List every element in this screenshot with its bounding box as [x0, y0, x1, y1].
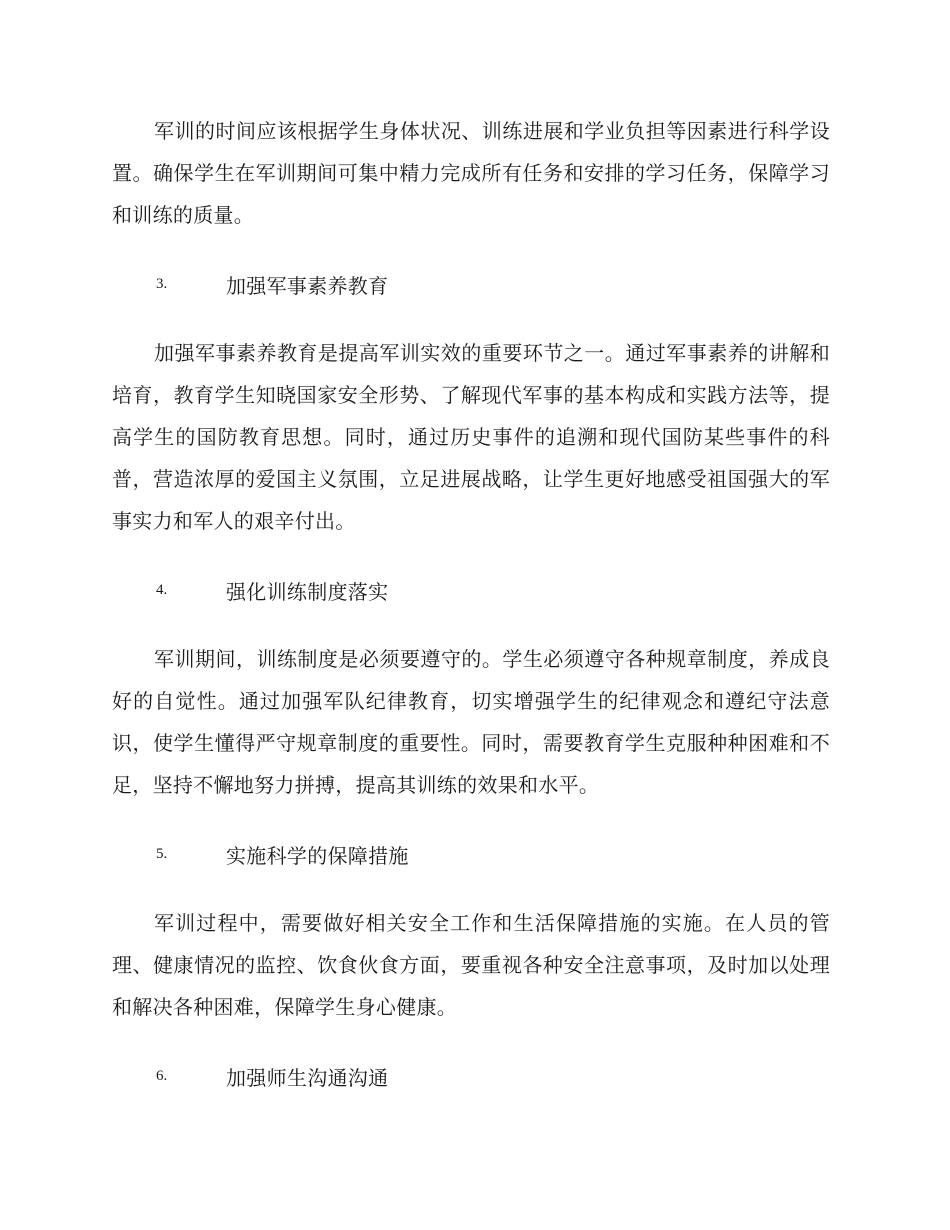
document-page: [112, 110, 830, 1124]
section-number: 4.: [156, 581, 168, 598]
section-title: 加强师生沟通沟通: [226, 1065, 389, 1090]
paragraph-training-schedule: 军训的时间应该根据学生身体状况、训练进展和学业负担等因素进行科学设置。确保学生在军训期间可集中精力完成所有任务和安排的学习任务，保障学习和训练的质量。: [112, 119, 830, 227]
paragraph-training-rules: 军训期间，训练制度是必须要遵守的。学生必须遵守各种规章制度，养成良好的自觉性。通过加强军队纪律教育，切实增强学生的纪律观念和遵纪守法意识，使学生懂得严守规章制度的重要性。同时，需要教育学生克服种种困难和不足，坚持不懈地努力拼搏，提高其训练的效果和水平。: [112, 647, 830, 797]
section-title: 加强军事素养教育: [226, 273, 389, 298]
section-number: 6.: [156, 1067, 168, 1084]
section-heading-3: [112, 263, 830, 305]
section-number: 3.: [156, 275, 168, 292]
paragraph-military-literacy: 加强军事素养教育是提高军训实效的重要环节之一。通过军事素养的讲解和培育，教育学生知晓国家安全形势、了解现代军事的基本构成和实践方法等，提高学生的国防教育思想。同时，通过历史事件的追溯和现代国防某些事件的科普，营造浓厚的爱国主义氛围，立足进展战略，让学生更好地感受祖国强大的军事实力和军人的艰辛付出。: [112, 341, 830, 533]
section-title: 实施科学的保障措施: [226, 843, 409, 868]
section-heading-6: [112, 1055, 830, 1097]
section-title: 强化训练制度落实: [226, 579, 389, 604]
paragraph-safety-measures: 军训过程中，需要做好相关安全工作和生活保障措施的实施。在人员的管理、健康情况的监控、饮食伙食方面，要重视各种安全注意事项，及时加以处理和解决各种困难，保障学生身心健康。: [112, 911, 830, 1019]
section-heading-4: [112, 569, 830, 611]
section-number: 5.: [156, 845, 168, 862]
section-heading-5: [112, 833, 830, 875]
